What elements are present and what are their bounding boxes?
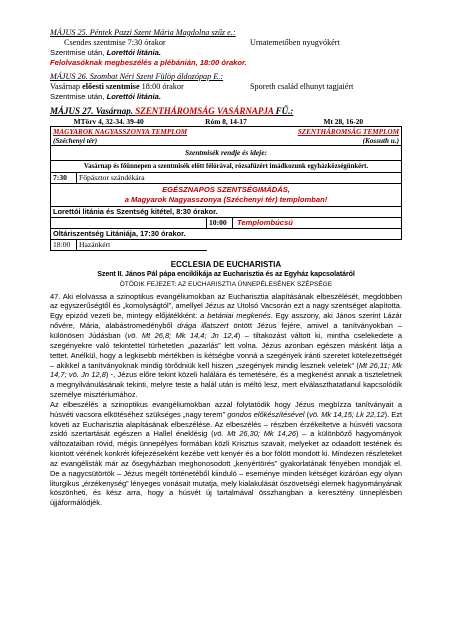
- lector-meeting-note: Felolvasóknak megbeszélés a plébánián, 18:00 órakor.: [50, 58, 247, 67]
- reading-first: MTörv 4, 32-34. 39-40: [73, 117, 144, 126]
- church-left-address: (Széchenyi tér): [53, 136, 98, 145]
- time-cell: 10:00: [207, 218, 233, 228]
- article-body: [50, 292, 402, 509]
- altar-litany-row: Oltáriszentség Litániája, 17:30 órakor.: [51, 229, 402, 240]
- italic-run: vö. Mk 14,15; Lk 22,12: [309, 409, 385, 419]
- text-run: (: [304, 409, 310, 419]
- italic-run: a betániai megkenés: [200, 311, 271, 321]
- mass-row-friday: [50, 38, 402, 48]
- text-run: ) -, Jézus előre tekint közeli halálára és temetésére, és a megkenést annak a tiszteletnek a megnyilvánulásának tekinti, melyre teste a halál után is méltó lesz, mert elválaszthatatlanul kapcsolódik személye misztériumához.: [50, 370, 402, 400]
- italic-run: Mt 26,11; Mk 14,7; vö. Jn 12,8: [50, 360, 402, 380]
- adoration-announcement: EGÉSZNAPOS SZENTSÉGIMÁDÁS, a Magyarok Nagyasszonya (Széchenyi tér) templomban!: [51, 184, 402, 207]
- litany-name: Lorettói litánia.: [106, 48, 161, 57]
- mass-description: Vasárnap előesti szentmise 18:00 órakor: [50, 82, 184, 91]
- article-paragraph: [50, 292, 402, 400]
- mass-intention: Sporeth család elhunyt tagjaiért: [250, 82, 354, 91]
- reading-second: Róm 8, 14-17: [205, 117, 247, 126]
- sunday-schedule-table: [50, 126, 402, 251]
- text-run: ) – tiltakozást váltott ki, mintha cselekedete a szegényekre való tekintettel türhetetlen „pazarlás” lett volna. Jézus azonban egészen másként látja a tettet. Anélkül, hogy a legkisebb mértékben is kétségbe vonná a szegények iránti szeretet kötelezettségét – akikkel a tanítványoknak mindig törődniük kell hiszen „szegények mindig lesznek veletek” (: [50, 330, 402, 370]
- mass-order-title: Szentmisék rendje és ideje:: [51, 146, 402, 161]
- intention-cell: Hazánkért: [77, 240, 207, 251]
- mass-description: Csendes szentmise 7:30 órakor: [64, 38, 166, 47]
- italic-run: vö. Mt 26,8; Mk 14,4; Jn 12,4: [127, 330, 238, 340]
- mass-intention: Urnatemetőben nyugvókért: [250, 38, 340, 47]
- feast-title: SZENTHÁROMSÁG VASÁRNAPJA: [135, 106, 274, 116]
- text-run: 47. Aki elolvassa a szinoptikus evangéliumokban az Eucharisztia alapításának elbeszélését, megdöbben az egyszerűségtől és „komolyságtól”, amellyel Jézus az Utolsó Vacsorán ezt a nagy szentséget alapította. Egy epizód vezeti be, mintegy előjátékként:: [50, 291, 402, 321]
- text-run: ). Ezt követi az Eucharisztia alapításának elbeszélése. Az elbeszélés – részben érzékeltetve a húsvéti vacsora zsidó szertartását egészen a Hallel éneklésig (: [50, 409, 403, 439]
- article-chapter: ÖTÖDIK FEJEZET: AZ EUCHARISZTIA ÜNNEPÉLESÉNEK SZÉPSÉGE: [119, 280, 333, 288]
- italic-run: drága illatszert: [177, 321, 229, 331]
- sunday-readings: [50, 117, 402, 126]
- intention-cell: Főpásztor szándékára: [77, 173, 207, 184]
- litany-line-saturday: Szentmise után, Lorettói litánia.: [50, 92, 161, 101]
- church-right-name: SZENTHÁROMSÁG TEMPLOM: [297, 128, 399, 136]
- time-cell: 7:30: [51, 173, 77, 184]
- rosary-notice: Vasárnap és főünnepen a szentmisék előtt félórával, rózsafüzért imádkozunk egyházközségünkért.: [51, 161, 402, 173]
- article-paragraph: [50, 400, 402, 508]
- text-run: . Egy asszony, aki János szerint Lázár nővére, Mária, alabástromedényből: [50, 311, 402, 331]
- litany-exposition-row: Lorettói litánia és Szentség kitétel, 8:30 órakor.: [51, 207, 402, 218]
- italic-run: vö. Mt 26,30; Mk 14,26: [213, 429, 296, 439]
- time-cell: 18:00: [51, 240, 77, 251]
- text-run: öntött Jézus fejére, amivel a tanítványokban – különösen Júdásban (: [50, 321, 402, 340]
- text-run: ) – a különböző hagyományok változataiban rövid, mégis ünnepélyes formában közli Krisztus szavait, melyeket az odaadott testének és kiontott vérének konkrét kifejezéseként kezébe vett kenyér és a bor fölött mondott ki. Mindezen részleteket az evangélisták már az ősegyházban meghonosodott „kenyértörés” gyakorlatának fényében mondják el. De a nagycsütörtök – Jézus megélt történetéből kiinduló – eseménye minden kétséget kizáróan egy olyan liturgikus „érzékenység” lényeges vonásait mutatja, mely kialakulását ószövetségi elemek hagyományának köszönheti, és kész arra, hogy a húsvét új tartalmával összhangban a keresztény ünneplésben újjáformálódjék.: [50, 429, 402, 508]
- litany-prefix: Szentmise után,: [50, 48, 107, 57]
- church-left-name: MAGYAROK NAGYASSZONYA TEMPLOM: [53, 128, 188, 136]
- article-subtitle: Szent II. János Pál pápa enciklikája az Eucharisztia és az Egyház kapcsolatáról: [97, 270, 355, 279]
- day-heading-sunday: MÁJUS 27. Vasárnap. SZENTHÁROMSÁG VASÁRNAPJA FŰ.:: [50, 106, 294, 116]
- text-run: Az elbeszélés a szinoptikus evangéliumokban azzal folytatódik hogy Jézus megbízza tanítványait a húsvéti vacsora elkötéséhez szükséges „nagy terem”: [50, 399, 402, 419]
- italic-run: gondos előkészítésével: [227, 409, 305, 419]
- day-heading-friday: MÁJUS 25. Péntek Pazzi Szent Mária Magdolna szűz e.:: [50, 28, 236, 37]
- day-heading-saturday: MÁJUS 26. Szombat Néri Szent Fülöp áldozópap E.:: [50, 72, 224, 81]
- feast-of-church: Templombúcsú: [237, 218, 293, 228]
- litany-line-friday: [50, 48, 402, 58]
- parish-bulletin-page: [50, 28, 402, 508]
- mass-row-saturday: [50, 82, 402, 92]
- church-right-address: (Kossuth u.): [362, 136, 399, 145]
- article-title: ECCLESIA DE EUCHARISTIA: [170, 260, 282, 270]
- reading-gospel: Mt 28, 16-20: [323, 117, 364, 126]
